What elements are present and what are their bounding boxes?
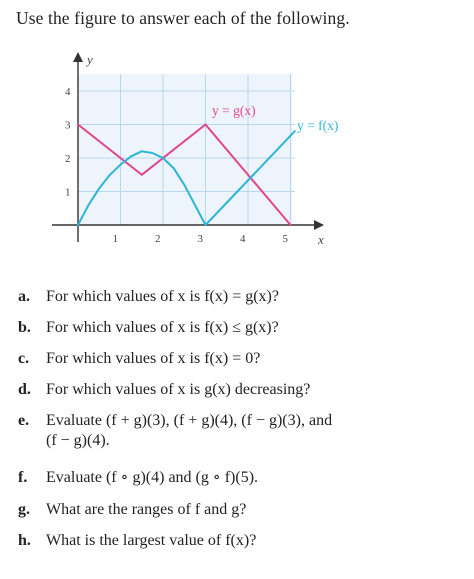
question-text: Evaluate (f + g)(3), (f + g)(4), (f − g)(3), and [46,412,333,429]
x-tick-label: 3 [197,233,203,245]
y-tick-label: 4 [65,86,71,98]
question-label: b. [18,319,31,336]
question-text: For which values of x is f(x) ≤ g(x)? [46,319,279,336]
question-text-continued: (f − g)(4). [46,432,110,449]
question-text: For which values of x is f(x) = 0? [46,350,261,367]
question-text: What is the largest value of f(x)? [46,532,257,549]
question-label: f. [18,469,28,486]
question-b [18,318,279,338]
x-tick-label: 5 [282,233,288,245]
f-label: y = f(x) [297,118,339,133]
question-text: What are the ranges of f and g? [46,501,247,518]
x-tick-label: 1 [112,233,118,245]
question-f [18,468,258,488]
question-text: Evaluate (f ∘ g)(4) and (g ∘ f)(5). [46,469,259,486]
question-c [18,349,260,369]
y-tick-label: 2 [65,153,71,165]
y-tick-label: 1 [65,186,71,199]
y-axis-arrow [73,52,83,62]
y-axis-label: y [87,52,93,67]
x-tick-label: 2 [155,233,161,245]
x-tick-label: 4 [240,233,246,245]
question-label: e. [18,412,30,429]
question-label: a. [18,288,30,305]
question-e [18,411,333,449]
question-text: For which values of x is g(x) decreasing? [46,381,311,398]
question-a [18,287,279,307]
function-graph [0,0,474,280]
x-axis-label: x [318,232,324,247]
x-axis-arrow [314,220,324,230]
question-g [18,500,246,520]
question-label: h. [18,532,31,549]
g-label: y = g(x) [212,103,256,118]
y-tick-label: 3 [65,119,71,132]
question-h [18,531,256,551]
question-label: d. [18,381,31,398]
question-label: g. [18,501,30,518]
instruction-text: Use the figure to answer each of the following. [16,8,350,28]
question-d [18,380,310,400]
question-text: For which values of x is f(x) = g(x)? [46,288,279,305]
question-label: c. [18,350,30,367]
